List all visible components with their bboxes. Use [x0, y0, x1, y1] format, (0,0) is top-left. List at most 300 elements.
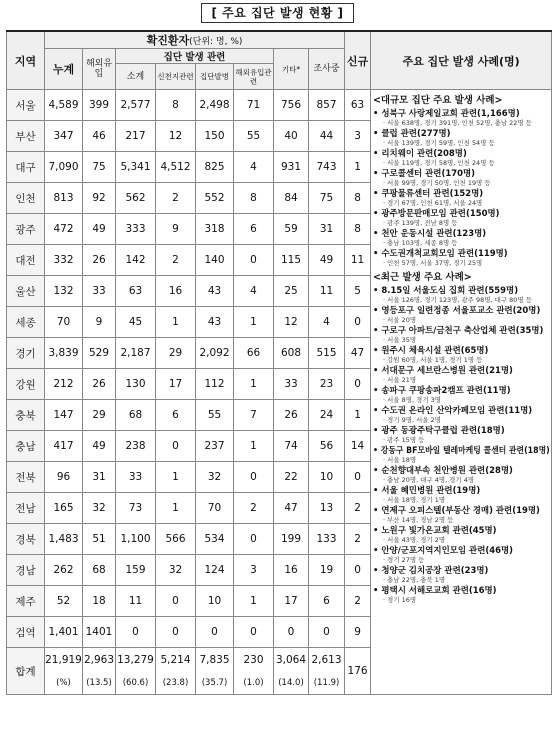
- new-cell: 8: [345, 214, 371, 245]
- example-item-text: 서대문구 세브란스병원 관련(21명): [381, 366, 513, 376]
- example-item-text: 송파구 쿠팡송파2캠프 관련(11명): [381, 386, 511, 396]
- ovr-cell: 2: [234, 493, 274, 524]
- example-detail: · 서울 35명: [382, 336, 417, 344]
- subtotal-cell: 1,100: [116, 524, 156, 555]
- example-detail: · 경기 67명, 인천 61명, 서울 24명: [382, 199, 483, 207]
- example-item: [373, 189, 550, 199]
- example-item-text: 클럽 관련(277명): [381, 129, 451, 139]
- example-detail: · 서울 18명: [382, 456, 417, 464]
- new-cell: 11: [345, 245, 371, 276]
- overseas-cell: 399: [83, 90, 116, 121]
- total-cell: 3,839: [45, 338, 83, 369]
- example-detail: · 서울 638명, 경기 391명, 인천 52명, 충남 22명 등: [382, 119, 532, 127]
- total-scj-cell: [156, 648, 196, 695]
- region-cell: 전북: [7, 462, 45, 493]
- cluster-cell: 10: [196, 586, 234, 617]
- example-item: [373, 109, 550, 119]
- header-other: 기타*: [274, 49, 309, 90]
- subtotal-cell: 11: [116, 586, 156, 617]
- example-item-text: 평택시 서해로교회 관련(16명): [381, 586, 497, 596]
- total-percent: (11.9): [313, 678, 340, 688]
- scj-cell: 12: [156, 121, 196, 152]
- total-value: 21,919: [45, 654, 82, 666]
- example-item-text: 쿠팡물류센터 관련(152명): [381, 189, 484, 199]
- bullet-icon: •: [373, 406, 382, 416]
- example-item: [373, 149, 550, 159]
- header-examples: 주요 집단 발생 사례(명): [371, 31, 552, 90]
- bullet-icon: •: [373, 169, 382, 179]
- total-value: 5,214: [160, 654, 191, 666]
- region-cell: 경북: [7, 524, 45, 555]
- header-new: 신규: [345, 31, 371, 90]
- example-item-text: 서울 혜민병원 관련(19명): [381, 486, 481, 496]
- total-cell: 417: [45, 431, 83, 462]
- new-cell: 1: [345, 400, 371, 431]
- ovr-cell: 1: [234, 369, 274, 400]
- subtotal-cell: 238: [116, 431, 156, 462]
- examples-list: [373, 94, 551, 604]
- region-cell: 세종: [7, 307, 45, 338]
- cluster-cell: 112: [196, 369, 234, 400]
- header-region: 지역: [7, 31, 45, 90]
- overseas-cell: 33: [83, 276, 116, 307]
- subtotal-cell: 2,187: [116, 338, 156, 369]
- example-item-text: 천안 운동시설 관련(123명): [381, 229, 487, 239]
- other-cell: 16: [274, 555, 309, 586]
- subtotal-cell: 159: [116, 555, 156, 586]
- total-cell: 52: [45, 586, 83, 617]
- header-shincheonji: 신천지관련: [156, 64, 196, 90]
- bullet-icon: •: [373, 466, 382, 476]
- ovr-cell: 0: [234, 245, 274, 276]
- subtotal-cell: 45: [116, 307, 156, 338]
- overseas-cell: 32: [83, 493, 116, 524]
- bullet-icon: •: [373, 526, 382, 536]
- ovr-cell: 55: [234, 121, 274, 152]
- subtotal-cell: 2,577: [116, 90, 156, 121]
- cluster-cell: 43: [196, 276, 234, 307]
- scj-cell: 17: [156, 369, 196, 400]
- scj-cell: 32: [156, 555, 196, 586]
- ovr-cell: 4: [234, 276, 274, 307]
- total-inv-cell: [309, 648, 345, 695]
- other-cell: 0: [274, 617, 309, 648]
- other-cell: 40: [274, 121, 309, 152]
- bullet-icon: •: [373, 446, 381, 456]
- cluster-cell: 32: [196, 462, 234, 493]
- subtotal-cell: 333: [116, 214, 156, 245]
- other-cell: 115: [274, 245, 309, 276]
- total-cell: 4,589: [45, 90, 83, 121]
- total-cell: 813: [45, 183, 83, 214]
- total-value: 2,963: [83, 654, 115, 666]
- new-cell: 14: [345, 431, 371, 462]
- example-detail: · 서울 43명, 경기 2명: [382, 536, 446, 544]
- example-detail: · 서울 20명: [382, 316, 417, 324]
- total-cell: 1,401: [45, 617, 83, 648]
- other-cell: 84: [274, 183, 309, 214]
- total-cell: 147: [45, 400, 83, 431]
- bullet-icon: •: [373, 346, 382, 356]
- header-investigating: 조사중: [309, 49, 345, 90]
- new-cell: 9: [345, 617, 371, 648]
- scj-cell: 1: [156, 462, 196, 493]
- total-cell: 96: [45, 462, 83, 493]
- ovr-cell: 3: [234, 555, 274, 586]
- ovr-cell: 71: [234, 90, 274, 121]
- new-cell: 63: [345, 90, 371, 121]
- overseas-cell: 26: [83, 245, 116, 276]
- example-item-text: 청양군 김치공장 관련(23명): [381, 566, 489, 576]
- example-item: [373, 306, 550, 316]
- other-cell: 74: [274, 431, 309, 462]
- overseas-cell: 26: [83, 369, 116, 400]
- header-cluster-outbreak: 집단발병: [196, 64, 234, 90]
- inv-cell: 6: [309, 586, 345, 617]
- example-detail: · 충남 22명, 충북 1명: [382, 576, 446, 584]
- region-cell: 광주: [7, 214, 45, 245]
- page-title: [ 주요 집단 발생 현황 ]: [201, 3, 354, 23]
- new-cell: 2: [345, 493, 371, 524]
- ovr-cell: 7: [234, 400, 274, 431]
- subtotal-cell: 0: [116, 617, 156, 648]
- example-item-text: 리치웨이 관련(208명): [381, 149, 467, 159]
- scj-cell: 6: [156, 400, 196, 431]
- other-cell: 22: [274, 462, 309, 493]
- new-cell: 0: [345, 555, 371, 586]
- bullet-icon: •: [373, 546, 382, 556]
- inv-cell: 0: [309, 617, 345, 648]
- region-cell: 서울: [7, 90, 45, 121]
- subtotal-cell: 142: [116, 245, 156, 276]
- example-item: [373, 586, 550, 596]
- other-cell: 26: [274, 400, 309, 431]
- bullet-icon: •: [373, 189, 382, 199]
- example-detail: · 경기 27명 등: [382, 556, 425, 564]
- bullet-icon: •: [373, 109, 382, 119]
- example-item: [373, 526, 550, 536]
- ovr-cell: 8: [234, 183, 274, 214]
- example-item: [373, 229, 550, 239]
- scj-cell: 29: [156, 338, 196, 369]
- new-cell: 2: [345, 586, 371, 617]
- total-value: 13,279: [117, 654, 154, 666]
- other-cell: 25: [274, 276, 309, 307]
- bullet-icon: •: [373, 129, 382, 139]
- scj-cell: 2: [156, 183, 196, 214]
- total-percent: (23.8): [162, 678, 189, 688]
- cluster-cell: 318: [196, 214, 234, 245]
- cluster-cell: 552: [196, 183, 234, 214]
- example-detail: · 충남 103명, 세종 8명 등: [382, 239, 458, 247]
- example-item: [373, 249, 550, 259]
- example-item: [373, 426, 550, 436]
- cluster-cell: 70: [196, 493, 234, 524]
- scj-cell: 2: [156, 245, 196, 276]
- example-item: [373, 466, 550, 476]
- other-cell: 756: [274, 90, 309, 121]
- example-detail: · 서울 18명, 경기 1명: [382, 496, 446, 504]
- cluster-cell: 43: [196, 307, 234, 338]
- inv-cell: 31: [309, 214, 345, 245]
- inv-cell: 19: [309, 555, 345, 586]
- example-heading: <최근 발생 주요 사례>: [373, 272, 472, 283]
- examples-cell: [371, 90, 552, 695]
- subtotal-cell: 63: [116, 276, 156, 307]
- example-detail: · 인천 57명, 서울 37명, 경기 25명: [382, 259, 483, 267]
- total-cell: 7,090: [45, 152, 83, 183]
- example-detail: · 서울 8명, 경기 3명: [382, 396, 442, 404]
- subtotal-cell: 217: [116, 121, 156, 152]
- region-cell: 충북: [7, 400, 45, 431]
- example-detail: · 광주 15명 등: [382, 436, 425, 444]
- new-cell: 8: [345, 183, 371, 214]
- example-item-text: 순천향대부속 천안병원 관련(28명): [381, 466, 513, 476]
- overseas-cell: 18: [83, 586, 116, 617]
- region-cell: 전남: [7, 493, 45, 524]
- region-cell: 경남: [7, 555, 45, 586]
- inv-cell: 44: [309, 121, 345, 152]
- scj-cell: 0: [156, 431, 196, 462]
- total-percent: (1.0): [243, 678, 264, 688]
- bullet-icon: •: [373, 486, 382, 496]
- other-cell: 33: [274, 369, 309, 400]
- overseas-cell: 46: [83, 121, 116, 152]
- other-cell: 12: [274, 307, 309, 338]
- example-item-text: 안양/군포지역지인모임 관련(46명): [381, 546, 514, 556]
- example-detail: · 서울 139명, 경기 59명, 인천 54명 등: [382, 139, 495, 147]
- overseas-cell: 9: [83, 307, 116, 338]
- total-cell: 70: [45, 307, 83, 338]
- example-item-text: 광주 동광주탁구클럽 관련(18명): [381, 426, 505, 436]
- overseas-cell: 75: [83, 152, 116, 183]
- total-value: 3,064: [275, 654, 307, 666]
- region-cell: 대전: [7, 245, 45, 276]
- example-detail: · 서울 119명, 경기 58명, 인천 24명 등: [382, 159, 495, 167]
- total-cell: 165: [45, 493, 83, 524]
- example-item: [373, 346, 550, 356]
- example-item-text: 광주방문판매모임 관련(150명): [381, 209, 500, 219]
- header-total: 누계: [45, 49, 83, 90]
- example-item-text: 노원구 빛가온교회 관련(45명): [381, 526, 497, 536]
- overseas-cell: 529: [83, 338, 116, 369]
- bullet-icon: •: [373, 426, 382, 436]
- example-detail: · 충남 20명, 대구 4명, 경기 4명: [382, 476, 475, 484]
- example-item-text: 영등포구 일련정종 서울포교소 관련(20명): [381, 306, 541, 316]
- inv-cell: 23: [309, 369, 345, 400]
- other-cell: 199: [274, 524, 309, 555]
- header-confirmed: 확진환자(단위: 명, %): [45, 31, 345, 49]
- example-item: [373, 506, 550, 516]
- scj-cell: 8: [156, 90, 196, 121]
- subtotal-cell: 33: [116, 462, 156, 493]
- total-value: 2,613: [311, 654, 342, 666]
- header-cluster: 집단 발생 관련: [116, 49, 274, 64]
- scj-cell: 1: [156, 307, 196, 338]
- header-overseas: 해외유입: [83, 49, 116, 90]
- bullet-icon: •: [373, 229, 382, 239]
- total-new-cell: 176: [345, 648, 371, 695]
- total-ovr-cell: [234, 648, 274, 695]
- bullet-icon: •: [373, 286, 382, 296]
- example-item: [373, 546, 550, 556]
- total-cell: 262: [45, 555, 83, 586]
- example-item: [373, 446, 550, 456]
- overseas-cell: 29: [83, 400, 116, 431]
- bullet-icon: •: [373, 586, 382, 596]
- example-detail: · 부산 14명, 경남 2명 등: [382, 516, 454, 524]
- region-cell: 제주: [7, 586, 45, 617]
- bullet-icon: •: [373, 566, 382, 576]
- ovr-cell: 1: [234, 431, 274, 462]
- total-percent: (35.7): [201, 678, 228, 688]
- bullet-icon: •: [373, 386, 382, 396]
- inv-cell: 56: [309, 431, 345, 462]
- cluster-cell: 140: [196, 245, 234, 276]
- ovr-cell: 66: [234, 338, 274, 369]
- cluster-status-table: [6, 30, 552, 695]
- region-cell: 강원: [7, 369, 45, 400]
- new-cell: 47: [345, 338, 371, 369]
- example-item-text: 원주시 체육시설 관련(65명): [381, 346, 489, 356]
- ovr-cell: 1: [234, 307, 274, 338]
- example-detail: · 경기 9명, 서울 2명: [382, 416, 442, 424]
- inv-cell: 75: [309, 183, 345, 214]
- example-item-text: 구로구 아파트/금천구 축산업체 관련(35명): [381, 326, 544, 336]
- region-cell: 인천: [7, 183, 45, 214]
- bullet-icon: •: [373, 209, 382, 219]
- other-cell: 59: [274, 214, 309, 245]
- bullet-icon: •: [373, 506, 382, 516]
- ovr-cell: 0: [234, 524, 274, 555]
- subtotal-cell: 130: [116, 369, 156, 400]
- total-percent: (%): [56, 678, 71, 688]
- example-detail: · 경기 16명: [382, 596, 417, 604]
- total-value: 7,835: [199, 654, 230, 666]
- example-item: [373, 566, 550, 576]
- overseas-cell: 49: [83, 431, 116, 462]
- cluster-cell: 124: [196, 555, 234, 586]
- example-item: [373, 366, 550, 376]
- cluster-cell: 825: [196, 152, 234, 183]
- inv-cell: 743: [309, 152, 345, 183]
- example-item: [373, 169, 550, 179]
- new-cell: 0: [345, 307, 371, 338]
- region-cell: 울산: [7, 276, 45, 307]
- total-cell: 472: [45, 214, 83, 245]
- scj-cell: 0: [156, 586, 196, 617]
- new-cell: 2: [345, 524, 371, 555]
- total-overseas-cell: [83, 648, 116, 695]
- bullet-icon: •: [373, 249, 382, 259]
- scj-cell: 1: [156, 493, 196, 524]
- new-cell: 0: [345, 462, 371, 493]
- example-detail: · 강원 60명, 서울 1명, 경기 1명 등: [382, 356, 483, 364]
- example-item: [373, 209, 550, 219]
- total-cell: 212: [45, 369, 83, 400]
- inv-cell: 4: [309, 307, 345, 338]
- ovr-cell: 1: [234, 586, 274, 617]
- total-subtotal-cell: [116, 648, 156, 695]
- new-cell: 5: [345, 276, 371, 307]
- total-value: 230: [243, 654, 264, 666]
- example-detail: · 서울 126명, 경기 123명, 광주 98명, 대구 80명 등: [382, 296, 532, 304]
- subtotal-cell: 73: [116, 493, 156, 524]
- bullet-icon: •: [373, 306, 382, 316]
- cluster-cell: 0: [196, 617, 234, 648]
- example-detail: · 광주 139명, 전남 8명 등: [382, 219, 458, 227]
- region-cell: 부산: [7, 121, 45, 152]
- region-cell: 충남: [7, 431, 45, 462]
- overseas-cell: 31: [83, 462, 116, 493]
- other-cell: 17: [274, 586, 309, 617]
- ovr-cell: 0: [234, 617, 274, 648]
- inv-cell: 11: [309, 276, 345, 307]
- total-cell: 1,483: [45, 524, 83, 555]
- ovr-cell: 0: [234, 462, 274, 493]
- example-item-text: 성북구 사랑제일교회 관련(1,166명): [381, 109, 520, 119]
- total-other-cell: [274, 648, 309, 695]
- overseas-cell: 49: [83, 214, 116, 245]
- region-cell: 대구: [7, 152, 45, 183]
- inv-cell: 49: [309, 245, 345, 276]
- inv-cell: 857: [309, 90, 345, 121]
- region-cell: 경기: [7, 338, 45, 369]
- subtotal-cell: 68: [116, 400, 156, 431]
- inv-cell: 515: [309, 338, 345, 369]
- cluster-cell: 237: [196, 431, 234, 462]
- new-cell: 0: [345, 369, 371, 400]
- example-item: [373, 286, 550, 296]
- bullet-icon: •: [373, 366, 382, 376]
- total-cluster-cell: [196, 648, 234, 695]
- example-item-text: 강동구 BF모바일 텔레마케팅 콜센터 관련(18명): [380, 446, 550, 456]
- example-item-text: 수도권 온라인 산악카페모임 관련(11명): [381, 406, 533, 416]
- total-percent: (14.0): [278, 678, 304, 688]
- example-detail: · 서울 99명, 경기 50명, 인천 19명 등: [382, 179, 491, 187]
- new-cell: 1: [345, 152, 371, 183]
- total-cell: 132: [45, 276, 83, 307]
- cluster-cell: 2,498: [196, 90, 234, 121]
- example-item-text: 수도권개척교회모임 관련(119명): [381, 249, 508, 259]
- subtotal-cell: 562: [116, 183, 156, 214]
- example-item: [373, 406, 550, 416]
- overseas-cell: 68: [83, 555, 116, 586]
- example-item: [373, 486, 550, 496]
- total-percent: (13.5): [86, 678, 112, 688]
- cluster-cell: 55: [196, 400, 234, 431]
- example-item-text: 8.15일 서울도심 집회 관련(559명): [381, 286, 519, 296]
- table-row: [7, 90, 552, 121]
- header-overseas-related: 해외유입관련: [234, 64, 274, 90]
- other-cell: 47: [274, 493, 309, 524]
- bullet-icon: •: [373, 149, 382, 159]
- example-item-text: 연제구 오피스텔(부동산 경매) 관련(19명): [381, 506, 540, 516]
- example-item: [373, 386, 550, 396]
- total-region-cell: 합계: [7, 648, 45, 695]
- total-cell: 332: [45, 245, 83, 276]
- total-total-cell: [45, 648, 83, 695]
- scj-cell: 566: [156, 524, 196, 555]
- cluster-cell: 2,092: [196, 338, 234, 369]
- subtotal-cell: 5,341: [116, 152, 156, 183]
- cluster-cell: 534: [196, 524, 234, 555]
- inv-cell: 13: [309, 493, 345, 524]
- total-percent: (60.6): [122, 678, 149, 688]
- scj-cell: 9: [156, 214, 196, 245]
- other-cell: 608: [274, 338, 309, 369]
- ovr-cell: 4: [234, 152, 274, 183]
